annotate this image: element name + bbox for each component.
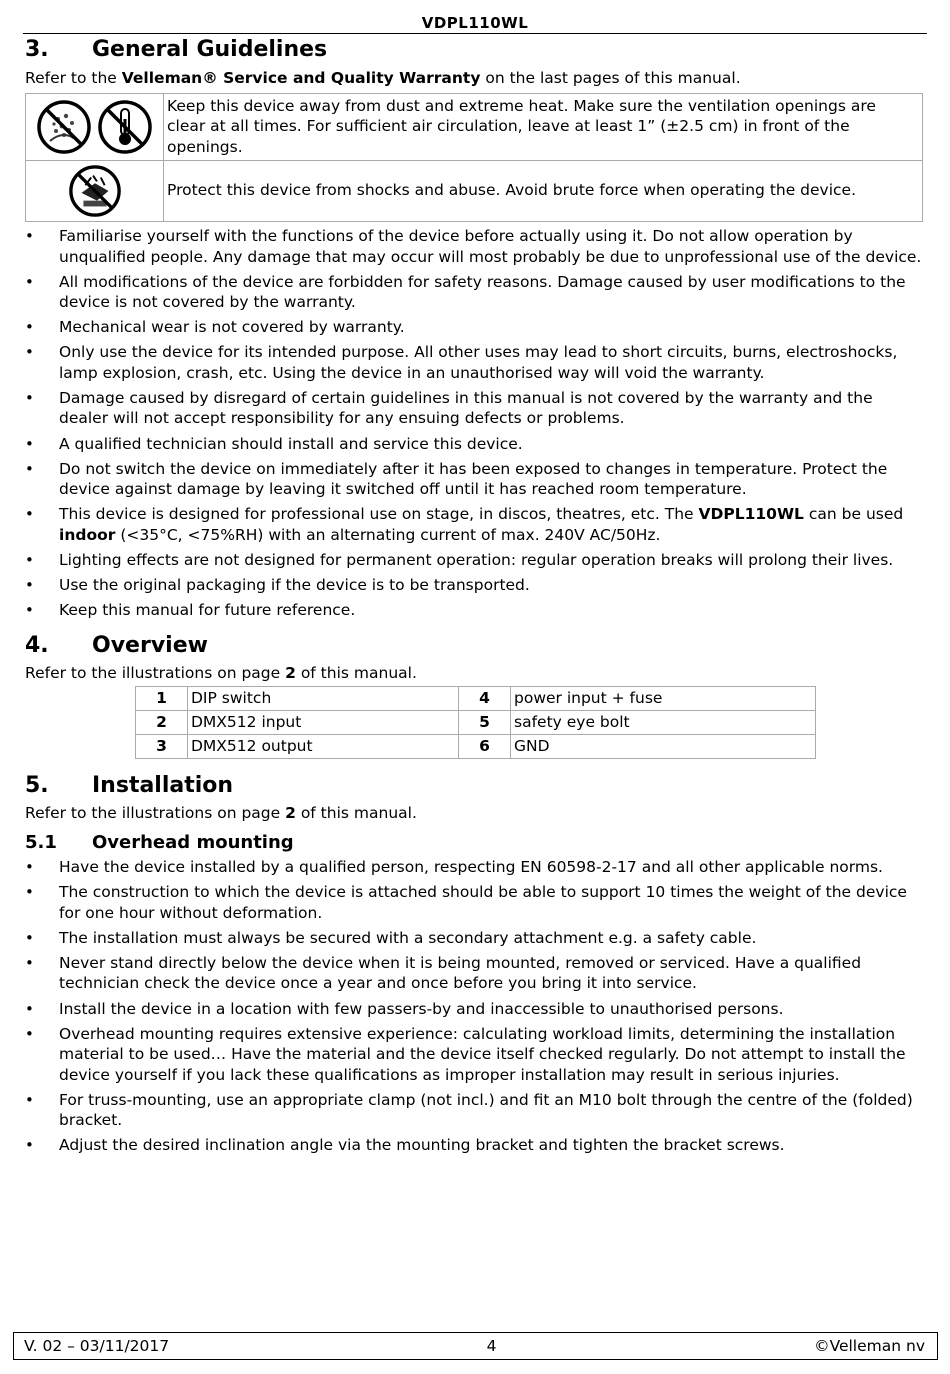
section-3-intro: Refer to the Velleman® Service and Quality Warranty on the last pages of this manual. <box>25 69 741 87</box>
table-cell: 3 <box>136 735 188 759</box>
guidelines-list <box>25 226 925 620</box>
list-item: • Use the original packaging if the device is to be transported. <box>25 575 925 596</box>
footer-copyright: ©Velleman nv <box>814 1337 925 1355</box>
table-cell: safety eye bolt <box>511 711 816 735</box>
warning-icons <box>26 160 164 221</box>
section-number: 5. <box>25 773 49 799</box>
no-heat-icon <box>97 117 153 135</box>
page-header: VDPL110WL <box>23 14 927 34</box>
mounting-list <box>25 857 925 1156</box>
warning-table <box>25 93 923 222</box>
table-cell: DMX512 input <box>188 711 459 735</box>
list-item: • This device is designed for professional use on stage, in discos, theatres, etc. The VDPL110WL can be used indoor (<35°C, <75%RH) with an alternating current of max. 240V AC/50Hz. <box>25 504 925 545</box>
table-row <box>136 687 816 711</box>
list-item: • All modifications of the device are forbidden for safety reasons. Damage caused by user modifications to the device is not covered by the warranty. <box>25 272 925 313</box>
section-title: Overview <box>92 632 208 658</box>
table-cell: 2 <box>136 711 188 735</box>
list-item: • Install the device in a location with few passers-by and inaccessible to unauthorised persons. <box>25 999 925 1020</box>
table-cell: 5 <box>459 711 511 735</box>
list-item: • Keep this manual for future reference. <box>25 600 925 621</box>
table-cell: 6 <box>459 735 511 759</box>
list-item: • Only use the device for its intended purpose. All other uses may lead to short circuits, burns, electroshocks, lamp explosion, crash, etc. Using the device in an unauthorised way will void the warranty. <box>25 342 925 383</box>
section-5-heading <box>25 773 925 798</box>
manual-page <box>25 14 925 1156</box>
table-row <box>136 735 816 759</box>
footer-page-number: 4 <box>486 1337 497 1355</box>
list-item: • For truss-mounting, use an appropriate clamp (not incl.) and fit an M10 bolt through the centre of the (folded) bracket. <box>25 1090 925 1131</box>
table-cell: DMX512 output <box>188 735 459 759</box>
list-item: • Have the device installed by a qualified person, respecting EN 60598-2-17 and all other applicable norms. <box>25 857 925 878</box>
list-item: • The construction to which the device is attached should be able to support 10 times the weight of the device for one hour without deformation. <box>25 882 925 923</box>
footer-version: V. 02 – 03/11/2017 <box>24 1337 170 1355</box>
table-cell: DIP switch <box>188 687 459 711</box>
section-title: General Guidelines <box>92 37 328 62</box>
list-item: • Damage caused by disregard of certain guidelines in this manual is not covered by the warranty and the dealer will not accept responsibility for any ensuing defects or problems. <box>25 388 925 429</box>
table-cell: 1 <box>136 687 188 711</box>
warning-row <box>26 160 923 221</box>
list-item: • The installation must always be secured with a secondary attachment e.g. a safety cable. <box>25 928 925 949</box>
subsection-number: 5.1 <box>25 831 57 853</box>
list-item: • Do not switch the device on immediately after it has been exposed to changes in temperature. Protect the device against damage by leaving it switched off until it has reached room temperature. <box>25 459 925 500</box>
table-cell: GND <box>511 735 816 759</box>
no-shock-icon <box>68 181 122 199</box>
list-item: • Overhead mounting requires extensive experience: calculating workload limits, determining the installation material to be used… Have the material and the device itself checked regularly. Do not attempt to install the device yourself if you lack these qualifications as improper installation may result in serious injuries. <box>25 1024 925 1086</box>
warning-text: Keep this device away from dust and extreme heat. Make sure the ventilation openings are clear at all times. For sufficient air circulation, leave at least 1” (±2.5 cm) in front of the openings. <box>164 93 923 160</box>
section-4-intro: Refer to the illustrations on page 2 of this manual. <box>25 663 417 682</box>
section-number: 4. <box>25 632 49 658</box>
warning-icons <box>26 93 164 160</box>
list-item: • A qualified technician should install and service this device. <box>25 434 925 455</box>
section-3-heading <box>25 37 925 62</box>
list-item: • Familiarise yourself with the functions of the device before actually using it. Do not allow operation by unqualified people. Any damage that may occur will most probably be due to unprofessional use of the device. <box>25 226 925 267</box>
subsection-title: Overhead mounting <box>92 831 294 853</box>
warning-text: Protect this device from shocks and abuse. Avoid brute force when operating the device. <box>164 160 923 221</box>
section-4-heading <box>25 633 925 658</box>
section-title: Installation <box>92 773 234 799</box>
subsection-heading <box>25 832 925 853</box>
list-item: • Adjust the desired inclination angle via the mounting bracket and tighten the bracket screws. <box>25 1135 925 1156</box>
overview-table <box>135 686 816 759</box>
list-item: • Mechanical wear is not covered by warranty. <box>25 317 925 338</box>
no-dust-icon <box>36 117 97 135</box>
section-5-intro: Refer to the illustrations on page 2 of this manual. <box>25 804 417 823</box>
list-item: • Never stand directly below the device when it is being mounted, removed or serviced. Have a qualified technician check the device once a year and once before you bring it into service. <box>25 953 925 994</box>
page-footer <box>13 1332 938 1360</box>
list-item: • Lighting effects are not designed for permanent operation: regular operation breaks will prolong their lives. <box>25 550 925 571</box>
warning-row <box>26 93 923 160</box>
table-cell: power input + fuse <box>511 687 816 711</box>
table-cell: 4 <box>459 687 511 711</box>
table-row <box>136 711 816 735</box>
section-number: 3. <box>25 37 49 62</box>
